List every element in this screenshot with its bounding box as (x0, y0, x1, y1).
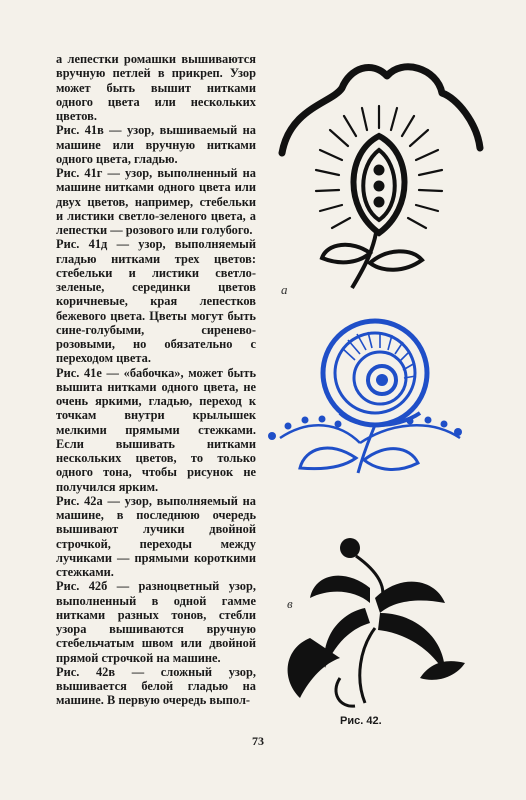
body-text (56, 52, 256, 708)
page-number: 73 (252, 734, 264, 748)
paragraph: Рис. 42б — разноцветный узор, выполненный в одной гамме нитками разных тонов, стебли узора вышиваются вручную стебельчатым швом или двойной прямой строчкой на машине. (56, 579, 256, 665)
paragraph: а лепестки ромашки вышиваются вручную петлей в прикреп. Узор может быть вышит нитками одного цвета или нескольких цветов. (56, 52, 256, 123)
paragraph: Рис. 41г — узор, выполненный на машине нитками одного цвета или двух цветов, например, стебельки и листики светло-зеленого цвета, а лепестки — розового или голубого. (56, 166, 256, 237)
paragraph: Рис. 41д — узор, выполняемый гладью нитками трех цветов: стебельки и листики светло-зеленые, серединки цветов коричневые, края лепестков бежевого цвета. Цветы могут быть сине-голубыми, сиренево-розовыми, но обязательно с переходом цвета. (56, 237, 256, 366)
figure-label-a: а (281, 282, 288, 297)
paragraph: Рис. 42а — узор, выполняемый на машине, в последнюю очередь вышивают лучики двойной строчкой, переходы между лучиками — прямыми короткими стежками. (56, 493, 256, 579)
figure-b-blue-flower (260, 318, 470, 498)
paragraph: Рис. 41в — узор, вышиваемый на машине или вручную нитками одного цвета, гладью. (56, 123, 256, 166)
figure-label-v: в (287, 596, 293, 611)
figure-a-embroidery-flower (272, 48, 487, 293)
figure-v-stylized-plant (270, 528, 470, 718)
paragraph: Рис. 41е — «бабочка», может быть вышита нитками одного цвета, не очень яркими, гладью, переход к точкам внутри крылышек мелкими прямыми стежками. Если вышивать нитками нескольких цветов, то только одного тона, чтобы рисунок не получился ярким. (56, 365, 256, 494)
figure-caption: Рис. 42. (340, 715, 382, 727)
paragraph: Рис. 42в — сложный узор, вышивается белой гладью на машине. В первую очередь выпол- (56, 664, 256, 708)
